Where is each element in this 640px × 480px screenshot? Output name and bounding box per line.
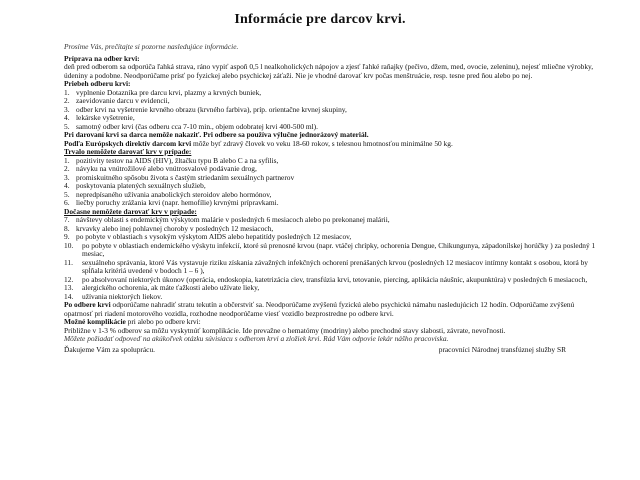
list-item-number: 6. — [64, 198, 70, 207]
list-item-number: 14. — [64, 291, 74, 301]
questions-note: Môžete požiadať odpoveď na akúkoľvek otázku súvisiacu s odberom krvi a zložiek krvi. Rád Vám odpovie lekár nášho pracoviska. — [64, 334, 449, 343]
list-item-number: 1. — [64, 155, 70, 165]
list-item-text: lekárske vyšetrenie, — [76, 113, 135, 122]
list-item-text: samotný odber krvi (čas odberu cca 7-10 min., objem odobratej krvi 400-500 ml). — [76, 121, 318, 131]
list-item-text: sexuálneho správania, ktoré Vás vystavuje riziku získania závažných infekčných ochorení prenášaných krvou (posledných 12 mesiacov intímny kontakt s osobou, ktorá by spĺňala kritériá uvedené v bodoch 1 – 6 ), — [82, 257, 588, 275]
list-item-number: 11. — [64, 257, 73, 267]
list-item-text: návštevy oblasti s endemickým výskytom malárie v posledných 6 mesiacoch alebo po prekonanej malárii, — [76, 215, 390, 224]
safety-note: Pri darovaní krvi sa darca nemôže nakaziť. Pri odbere sa používa výlučne jednorázový materiál. — [64, 130, 369, 139]
list-item-number: 1. — [64, 87, 70, 97]
list-item-number: 7. — [64, 215, 70, 224]
priprava-heading: Príprava na odber krvi: — [64, 53, 140, 63]
list-item-text: užívania niektorých liekov. — [82, 291, 163, 301]
docasne-list — [64, 216, 596, 301]
list-item-text: po absolvovaní niektorých úkonov (operácia, endoskopia, katetrizácia ciev, transfúzia krvi, tetovanie, piercing, aplikácia náušníc, akupunktúra) v posledných 6 mesiacoch, — [82, 274, 588, 284]
komplikacie-text: Približne v 1-3 % odberov sa môžu vyskytnúť komplikácie. Ide prevažne o hematómy (modriny) alebo prechodné stavy slabosti, závrate, nevoľnosti. — [64, 325, 506, 335]
list-item-number: 4. — [64, 181, 70, 190]
list-item-number: 9. — [64, 232, 70, 241]
list-item-number: 4. — [64, 113, 70, 122]
priebeh-heading: Priebeh odberu krvi: — [64, 79, 131, 88]
list-item-text: promiskuitného spôsobu života s častým striedaním sexuálnych partnerov — [76, 172, 295, 182]
list-item-text: odber krvi na vyšetrenie krvného obrazu (krvného farbiva), príp. orientačne krvnej skupiny, — [76, 104, 347, 114]
list-item-number: 2. — [64, 164, 70, 173]
document-body — [64, 43, 596, 354]
list-item-text: po pobyte v oblastiach endemického výskytu infekcií, ktoré sú prenosné krvou (napr. vtáčej chrípky, ochorenia Dengue, Chikungunya, západonílskej horúčky ) za posledný 1 mesiac, — [82, 240, 596, 258]
list-item-text: poskytovania platených sexuálnych služieb, — [76, 181, 206, 190]
section-trvalo — [64, 148, 596, 208]
section-komplikacie — [64, 318, 596, 335]
thanks-text: Ďakujeme Vám za spoluprácu. — [64, 344, 155, 354]
list-item-text: liečby poruchy zrážania krvi (napr. hemofílie) krvnými prípravkami. — [76, 198, 279, 207]
list-item-number: 3. — [64, 104, 70, 114]
list-item-number: 13. — [64, 283, 74, 292]
list-item — [64, 242, 596, 259]
signature-row — [64, 346, 596, 355]
section-priprava — [64, 55, 596, 81]
section-docasne — [64, 208, 596, 302]
komplikacie-heading-rest: pri alebo po odbere krvi: — [125, 317, 201, 326]
section-priebeh — [64, 80, 596, 131]
europe-heading: Podľa Európskych direktív darcom krvi — [64, 138, 192, 148]
europe-text: môže byť zdravý človek vo veku 18-60 rokov, s telesnou hmotnosťou minimálne 50 kg. — [191, 138, 453, 148]
po-odbere-heading: Po odbere krvi — [64, 300, 111, 309]
list-item — [64, 259, 596, 276]
list-item-text: nepredpísaného užívania anabolických steroidov alebo hormónov, — [76, 189, 272, 199]
priebeh-list — [64, 89, 596, 132]
list-item-number: 2. — [64, 96, 70, 105]
list-item-text: po pobyte v oblastiach s vysokým výskytom AIDS alebo hepatitídy posledných 12 mesiacov, — [76, 232, 352, 241]
list-item-number: 12. — [64, 274, 74, 284]
page-title: Informácie pre darcov krvi. — [234, 12, 406, 27]
trvalo-heading: Trvalo nemôžete darovať krv v prípade: — [64, 147, 192, 156]
list-item-number: 3. — [64, 172, 70, 182]
list-item-text: vyplnenie Dotazníka pre darcu krvi, plazmy a krvných buniek, — [76, 87, 262, 97]
list-item-number: 5. — [64, 189, 70, 199]
list-item-text: zaevidovanie darcu v evidencii, — [76, 96, 170, 105]
list-item-text: návyku na vnútrožilové alebo vnútrosvalové podávanie drog, — [76, 164, 257, 173]
intro-text: Prosíme Vás, prečítajte si pozorne nasledujúce informácie. — [64, 42, 239, 51]
list-item-number: 8. — [64, 223, 70, 233]
list-item-number: 10. — [64, 240, 74, 250]
po-odbere-text: odporúčame nahradiť stratu tekutín a občerstviť sa. Neodporúčame zvýšenú fyzickú alebo psychickú námahu nasledujúcich 12 hodín. Odporúčame zvýšenú opatrnosť pri riadení motorového vozidla, rozhodne neodporúčame viesť vozidlo bezprostredne po odbere krvi. — [64, 300, 575, 318]
trvalo-list — [64, 157, 596, 208]
komplikacie-heading: Možné komplikácie — [64, 317, 126, 326]
list-item — [64, 106, 596, 115]
section-po-odbere — [64, 301, 596, 318]
list-item-text: alergického ochorenia, ak máte ťažkosti alebo užívate lieky, — [82, 283, 260, 292]
list-item-text: krvavky alebo inej pohlavnej choroby v posledných 12 mesiacoch, — [76, 223, 274, 233]
list-item-text: pozitivity testov na AIDS (HIV), žltačku typu B alebo C a na syfilis, — [76, 155, 279, 165]
docasne-heading: Dočasne nemôžete darovať krv v prípade: — [64, 206, 197, 216]
list-item-number: 5. — [64, 121, 70, 131]
priprava-text: deň pred odberom sa odporúča ľahká strava, ráno vypiť aspoň 0,5 l nealkoholických nápojov a zjesť ľahké raňajky (pečivo, džem, med, ovocie, zeleninu), nejesť mliečne výrobky, údeniny a podobne. Neodporúčame prísť po fyzickej alebo psychickej záťaži. Nie je vhodné darovať krv počas menštruácie, resp. tesne pred ňou alebo po nej. — [64, 62, 594, 80]
signature-text: pracovníci Národnej transfúznej služby SR — [438, 344, 566, 354]
